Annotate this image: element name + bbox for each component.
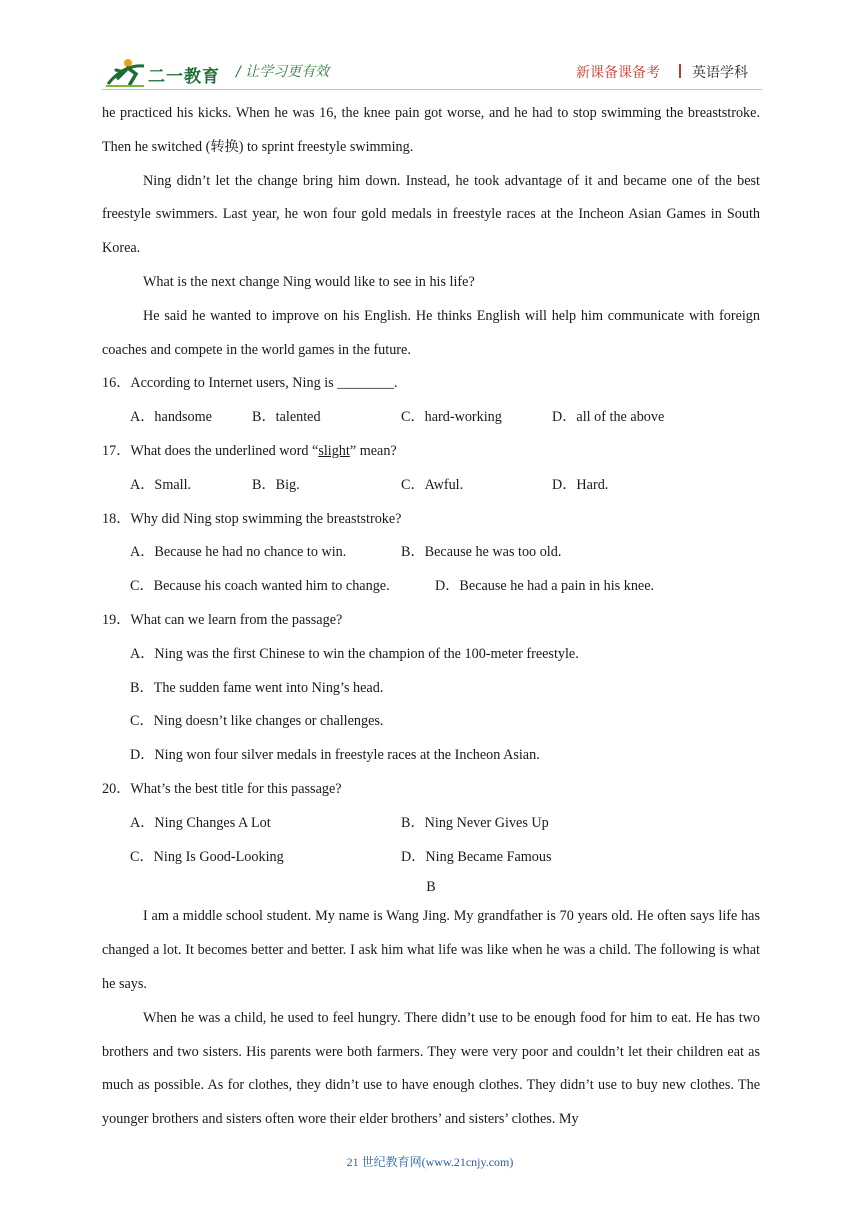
option-c: C．Ning Is Good-Looking	[130, 848, 284, 865]
question-18-options	[102, 536, 760, 570]
question-17-stem: 17．What does the underlined word “slight” mean?	[102, 442, 397, 459]
option-b: B．Big.	[252, 476, 300, 493]
option-d: D．Ning won four silver medals in freestyle races at the Incheon Asian.	[130, 747, 540, 764]
question-19-stem: 19．What can we learn from the passage?	[102, 611, 343, 628]
question-18-options	[102, 570, 760, 604]
option-c: C．hard-working	[401, 409, 502, 426]
option-c: C．Because his coach wanted him to change.	[130, 578, 390, 595]
option-b: B．talented	[252, 409, 321, 426]
option-c: C．Awful.	[401, 476, 464, 493]
header-rule	[102, 89, 762, 90]
option-d: D．Because he had a pain in his knee.	[435, 578, 655, 595]
option-a: A．Small.	[130, 476, 192, 493]
passage-a-paragraph: What is the next change Ning would like to see in his life?	[143, 273, 475, 290]
option-a: A．Ning was the first Chinese to win the champion of the 100-meter freestyle.	[130, 645, 579, 662]
passage-a-paragraph: Ning didn’t let the change bring him down. Instead, he took advantage of it and became one of the best freestyle swimmers. Last year, he won four gold medals in freestyle races at the Incheon Asian Games in South Korea.	[102, 172, 760, 257]
header-slogan: / 让学习更有效	[236, 64, 330, 80]
question-20-options	[102, 807, 760, 841]
option-d: D．Hard.	[552, 476, 609, 493]
option-a: A．Ning Changes A Lot	[130, 814, 271, 831]
header-course-label: 新课备课备考	[576, 65, 660, 81]
header-divider	[679, 64, 681, 78]
section-heading: B	[426, 879, 436, 896]
page-footer: 21 世纪教育网(www.21cnjy.com)	[346, 1155, 514, 1169]
option-b: B．Ning Never Gives Up	[401, 814, 549, 831]
question-20-stem: 20．What’s the best title for this passage?	[102, 780, 342, 797]
logo-text: 二一教育	[148, 67, 220, 87]
page-header	[0, 0, 860, 100]
passage-a-paragraph: He said he wanted to improve on his English. He thinks English will help him communicate with foreign coaches and compete in the world games in the future.	[102, 307, 760, 358]
question-20-options	[102, 841, 760, 875]
option-b: B．Because he was too old.	[401, 544, 562, 561]
question-16-stem: 16．According to Internet users, Ning is ________.	[102, 375, 398, 392]
header-subject: 英语学科	[692, 65, 748, 81]
option-a: A．handsome	[130, 409, 212, 426]
underlined-word: slight	[318, 442, 350, 459]
passage-a-paragraph: he practiced his kicks. When he was 16, the knee pain got worse, and he had to stop swimming the breaststroke. Then he switched (转换) to sprint freestyle swimming.	[102, 105, 760, 155]
option-d: D．Ning Became Famous	[401, 848, 552, 865]
question-17-options	[102, 469, 760, 503]
option-a: A．Because he had no chance to win.	[130, 544, 347, 561]
document-body	[102, 97, 760, 1137]
question-18-stem: 18．Why did Ning stop swimming the breaststroke?	[102, 510, 402, 527]
passage-b-paragraph: I am a middle school student. My name is Wang Jing. My grandfather is 70 years old. He often says life has changed a lot. It becomes better and better. I ask him what life was like when he was a child. The following is what he says.	[102, 908, 760, 992]
option-c: C．Ning doesn’t like changes or challenges.	[130, 713, 384, 730]
passage-b-paragraph: When he was a child, he used to feel hungry. There didn’t use to be enough food for him to eat. He has two brothers and two sisters. His parents were both farmers. They were very poor and couldn’t let their children eat as much as possible. As for clothes, they didn’t use to have enough clothes. They didn’t use to buy new clothes. The younger brothers and sisters often wore their elder brothers’ and sisters’ clothes. My	[102, 1009, 760, 1128]
option-b: B．The sudden fame went into Ning’s head.	[130, 679, 384, 696]
option-d: D．all of the above	[552, 409, 665, 426]
question-16-options	[102, 401, 760, 435]
